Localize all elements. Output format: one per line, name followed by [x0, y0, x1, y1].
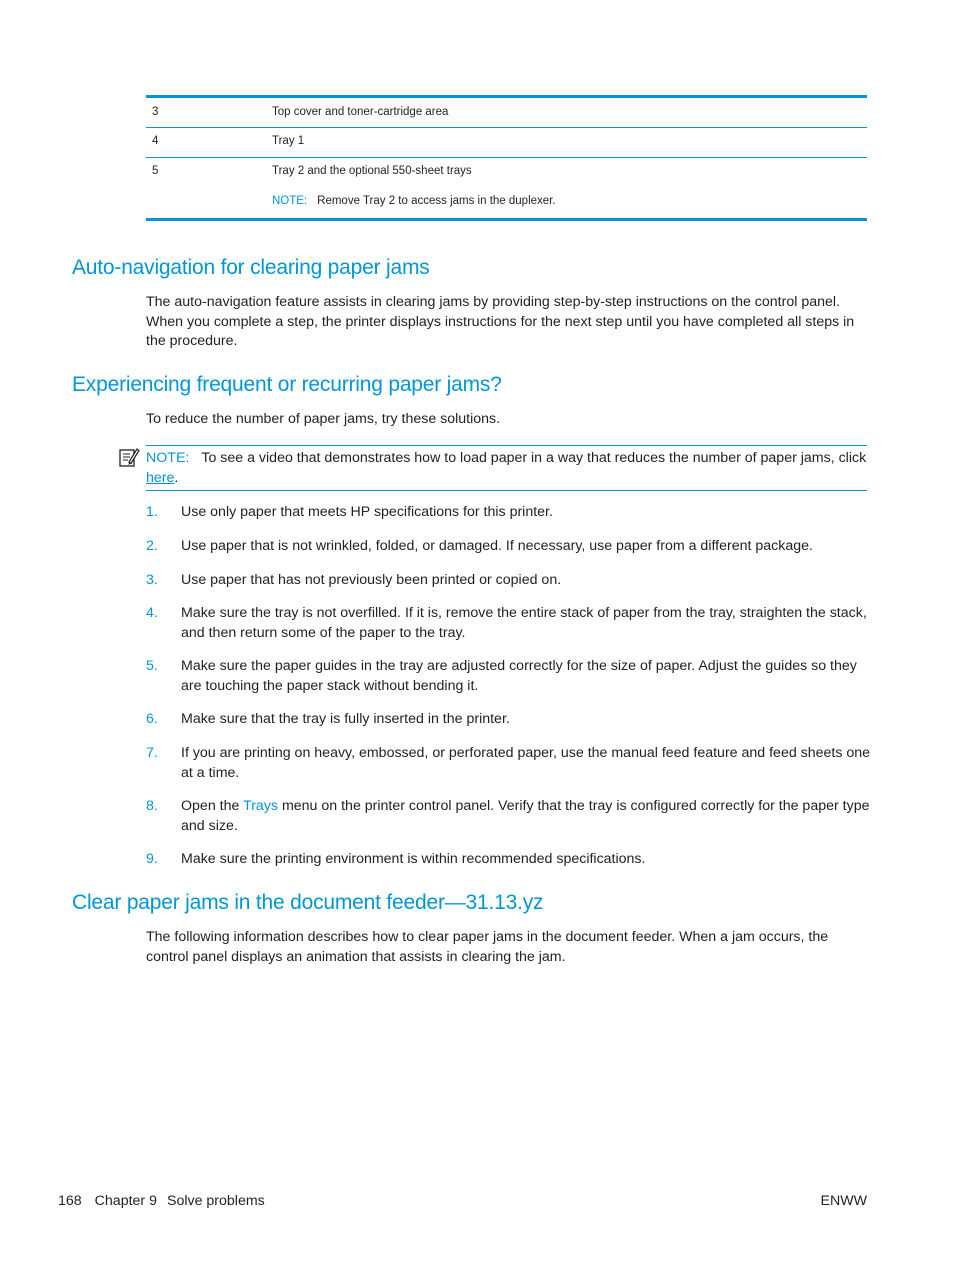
- list-item: [146, 710, 871, 730]
- note-label: NOTE:: [272, 195, 308, 207]
- table-row: [146, 98, 867, 128]
- row-number: 3: [152, 106, 159, 118]
- locations-table: [146, 95, 867, 221]
- step-number: 5.: [146, 658, 158, 674]
- row-description: Tray 2 and the optional 550-sheet trays: [272, 165, 472, 177]
- page-number: 168: [58, 1193, 82, 1209]
- list-item: [146, 571, 871, 591]
- row-number: 4: [152, 135, 159, 147]
- note-text: Remove Tray 2 to access jams in the duplexer.: [317, 195, 556, 207]
- step-text: Use only paper that meets HP specifications for this printer.: [181, 504, 553, 520]
- row-number: 5: [152, 165, 159, 177]
- step-text: [181, 797, 871, 836]
- step-number: 3.: [146, 572, 158, 588]
- list-item: [146, 744, 871, 783]
- list-item: [146, 537, 871, 557]
- section-heading-auto-navigation: Auto-navigation for clearing paper jams: [72, 256, 430, 279]
- chapter-label: Chapter 9: [94, 1193, 157, 1209]
- page-footer-right: ENWW: [820, 1193, 867, 1209]
- step-number: 7.: [146, 745, 158, 761]
- note-end: .: [174, 469, 179, 486]
- step-text-before: Open the: [181, 798, 244, 814]
- list-item: [146, 797, 871, 836]
- section-heading-document-feeder: Clear paper jams in the document feeder—31.13.yz: [72, 891, 544, 914]
- table-row: [146, 128, 867, 158]
- video-link[interactable]: here: [146, 469, 175, 486]
- table-row: [146, 158, 867, 218]
- document-feeder-body: The following information describes how to clear paper jams in the document feeder. When a jam occurs, the control panel displays an animation that assists in clearing the jam.: [146, 929, 829, 965]
- list-item: [146, 503, 871, 523]
- step-text: Make sure the paper guides in the tray are adjusted correctly for the size of paper. Adjust the guides so they are touching the paper stack without bending it.: [181, 658, 857, 694]
- step-number: 6.: [146, 711, 158, 727]
- note-body: To see a video that demonstrates how to load paper in a way that reduces the number of paper jams, click: [201, 450, 867, 466]
- table-note: [272, 195, 556, 207]
- step-text: If you are printing on heavy, embossed, or perforated paper, use the manual feed feature and feed sheets one at a time.: [181, 745, 871, 781]
- step-number: 2.: [146, 538, 158, 554]
- step-text: Make sure the tray is not overfilled. If it is, remove the entire stack of paper from the tray, straighten the stack, and then return some of the paper to the tray.: [181, 605, 867, 641]
- note-icon: [118, 446, 140, 468]
- list-item: [146, 604, 871, 643]
- frequent-jams-intro: To reduce the number of paper jams, try these solutions.: [146, 411, 501, 427]
- video-note: [146, 445, 867, 491]
- section-heading-frequent-jams: Experiencing frequent or recurring paper jams?: [72, 373, 502, 396]
- page-footer-left: [58, 1193, 265, 1209]
- video-note-text: [146, 449, 867, 488]
- step-number: 4.: [146, 605, 158, 621]
- step-text: Make sure the printing environment is within recommended specifications.: [181, 851, 646, 867]
- step-text: Make sure that the tray is fully inserted in the printer.: [181, 711, 510, 727]
- auto-navigation-body: The auto-navigation feature assists in clearing jams by providing step-by-step instructions on the control panel. When you complete a step, the printer displays instructions for the next step until you have completed all steps in the procedure.: [146, 294, 855, 350]
- list-item: [146, 657, 871, 696]
- trays-menu-link[interactable]: Trays: [243, 798, 279, 814]
- chapter-title: Solve problems: [166, 1193, 265, 1209]
- step-text: Use paper that is not wrinkled, folded, or damaged. If necessary, use paper from a different package.: [181, 538, 813, 554]
- row-description: Top cover and toner-cartridge area: [272, 106, 449, 118]
- step-text: Use paper that has not previously been printed or copied on.: [181, 572, 562, 588]
- step-number: 8.: [146, 798, 158, 814]
- note-label: NOTE:: [146, 450, 190, 466]
- step-number: 9.: [146, 851, 158, 867]
- list-item: [146, 850, 871, 870]
- step-text-after: menu on the printer control panel. Verify that the tray is configured correctly for the paper type and size.: [181, 798, 870, 834]
- table-bottom-rule: [146, 218, 867, 221]
- row-description: Tray 1: [272, 135, 305, 147]
- step-number: 1.: [146, 504, 158, 520]
